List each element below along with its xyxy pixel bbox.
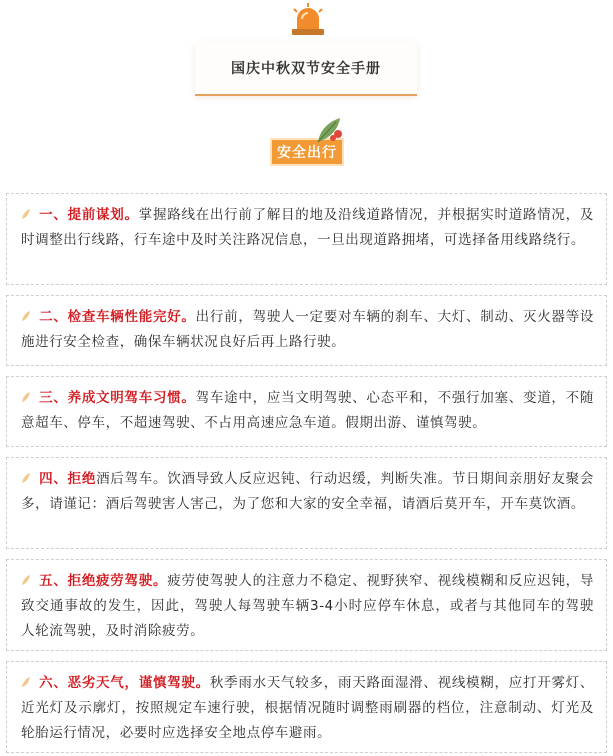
list-item — [6, 376, 607, 447]
list-item — [6, 457, 607, 549]
list-item — [6, 295, 607, 366]
item-body: 酒后驾车。饮酒导致人反应迟钝、行动迟缓，判断失准。节日期间亲朋好友聚会多，请谨记：酒后驾驶害人害己，为了您和大家的安全幸福，请酒后莫开车，开车莫饮酒。 — [21, 471, 595, 512]
leaf-icon — [310, 112, 346, 148]
leaf-icon — [21, 387, 31, 399]
leaf-icon — [21, 570, 31, 582]
header-card — [195, 42, 417, 96]
item-body: 掌握路线在出行前了解目的地及沿线道路情况，并根据实时道路情况，及时调整出行线路，行车途中及时关注路况信息，一旦出现道路拥堵，可选择备用线路绕行。 — [21, 207, 594, 248]
item-lead: 一、提前谋划。 — [39, 207, 139, 223]
leaf-icon — [21, 672, 31, 684]
item-body: 秋季雨水天气较多，雨天路面湿滑、视线模糊，应打开雾灯、近光灯及示廓灯，按照规定车速行驶，根据情况随时调整雨刷器的档位，注意制动、灯光及轮胎运行情况，必要时应选择安全地点停车避雨。 — [21, 675, 595, 741]
item-lead: 六、恶劣天气，谨慎驾驶。 — [39, 675, 210, 691]
item-lead: 五、拒绝疲劳驾驶。 — [39, 573, 168, 589]
item-body: 驾车途中，应当文明驾驶、心态平和，不强行加塞、变道，不随意超车、停车，不超速驾驶、不占用高速应急车道。假期出游、谨慎驾驶。 — [21, 390, 594, 431]
list-item — [6, 193, 607, 285]
item-body: 疲劳使驾驶人的注意力不稳定、视野狭窄、视线模糊和反应迟钝，导致交通事故的发生，因此，驾驶人每驾驶车辆3-4小时应停车休息，或者与其他同车的驾驶人轮流驾驶，及时消除疲劳。 — [21, 573, 595, 639]
section-tag: 安全出行 — [270, 138, 344, 166]
leaf-icon — [21, 468, 31, 480]
page-title: 国庆中秋双节安全手册 — [231, 61, 381, 77]
list-item — [6, 559, 607, 651]
siren-icon — [288, 3, 328, 37]
leaf-icon — [21, 306, 31, 318]
item-body: 出行前，驾驶人一定要对车辆的刹车、大灯、制动、灭火器等设施进行安全检查，确保车辆状况良好后再上路行驶。 — [21, 309, 594, 350]
item-lead: 二、检查车辆性能完好。 — [39, 309, 196, 325]
item-lead: 三、养成文明驾车习惯。 — [39, 390, 196, 406]
list-item — [6, 661, 607, 753]
item-lead: 四、拒绝 — [39, 471, 97, 487]
leaf-icon — [21, 204, 31, 216]
